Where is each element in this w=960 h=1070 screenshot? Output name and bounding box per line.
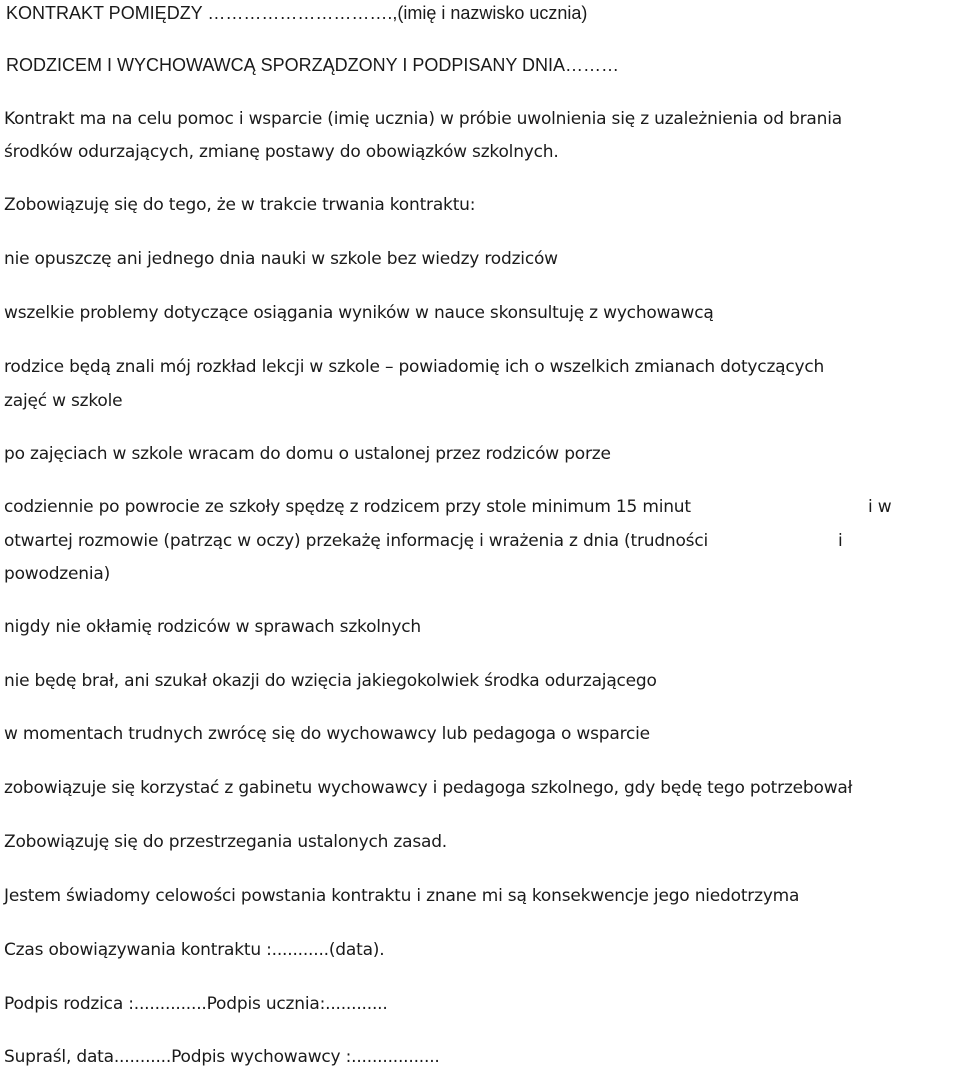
- rules-statement: Zobowiązuję się do przestrzegania ustalonych zasad.: [4, 832, 447, 852]
- awareness-statement: Jestem świadomy celowości powstania kontraktu i znane mi są konsekwencje jego niedotrzyma: [4, 886, 800, 906]
- intro-line-1: Kontrakt ma na celu pomoc i wsparcie (imię ucznia) w próbie uwolnienia się z uzależnienia od brania: [4, 109, 842, 129]
- intro-line-2: środków odurzających, zmianę postawy do obowiązków szkolnych.: [4, 142, 559, 162]
- point-5-line-2-tail: i: [838, 531, 843, 551]
- point-1: nie opuszczę ani jednego dnia nauki w szkole bez wiedzy rodziców: [4, 249, 558, 269]
- point-3-line-2: zajęć w szkole: [4, 391, 123, 411]
- point-9: zobowiązuje się korzystać z gabinetu wychowawcy i pedagoga szkolnego, gdy będę tego potrzebował: [4, 778, 853, 798]
- commitment-intro: Zobowiązuję się do tego, że w trakcie trwania kontraktu:: [4, 195, 476, 215]
- duration-line: Czas obowiązywania kontraktu :...........(data).: [4, 940, 385, 960]
- point-7: nie będę brał, ani szukał okazji do wzięcia jakiegokolwiek środka odurzającego: [4, 671, 657, 691]
- point-5-line-1-tail: i w: [868, 497, 892, 517]
- point-2: wszelkie problemy dotyczące osiągania wyników w nauce skonsultuję z wychowawcą: [4, 303, 714, 323]
- point-5-line-1: codziennie po powrocie ze szkoły spędzę z rodzicem przy stole minimum 15 minut: [4, 497, 691, 517]
- point-5-line-3: powodzenia): [4, 564, 111, 584]
- place-date-line: Supraśl, data...........Podpis wychowawcy :.................: [4, 1047, 440, 1067]
- contract-subtitle-line: RODZICEM I WYCHOWAWCĄ SPORZĄDZONY I PODPISANY DNIA………: [6, 55, 620, 75]
- signature-line: Podpis rodzica :..............Podpis ucznia:............: [4, 994, 388, 1014]
- point-8: w momentach trudnych zwrócę się do wychowawcy lub pedagoga o wsparcie: [4, 724, 650, 744]
- contract-title-line: KONTRAKT POMIĘDZY ………………………….,(imię i nazwisko ucznia): [6, 3, 588, 23]
- point-5-line-2: otwartej rozmowie (patrząc w oczy) przekażę informację i wrażenia z dnia (trudności: [4, 531, 709, 551]
- point-4: po zajęciach w szkole wracam do domu o ustalonej przez rodziców porze: [4, 444, 611, 464]
- point-3-line-1: rodzice będą znali mój rozkład lekcji w szkole – powiadomię ich o wszelkich zmianach dotyczących: [4, 357, 825, 377]
- point-6: nigdy nie okłamię rodziców w sprawach szkolnych: [4, 617, 421, 637]
